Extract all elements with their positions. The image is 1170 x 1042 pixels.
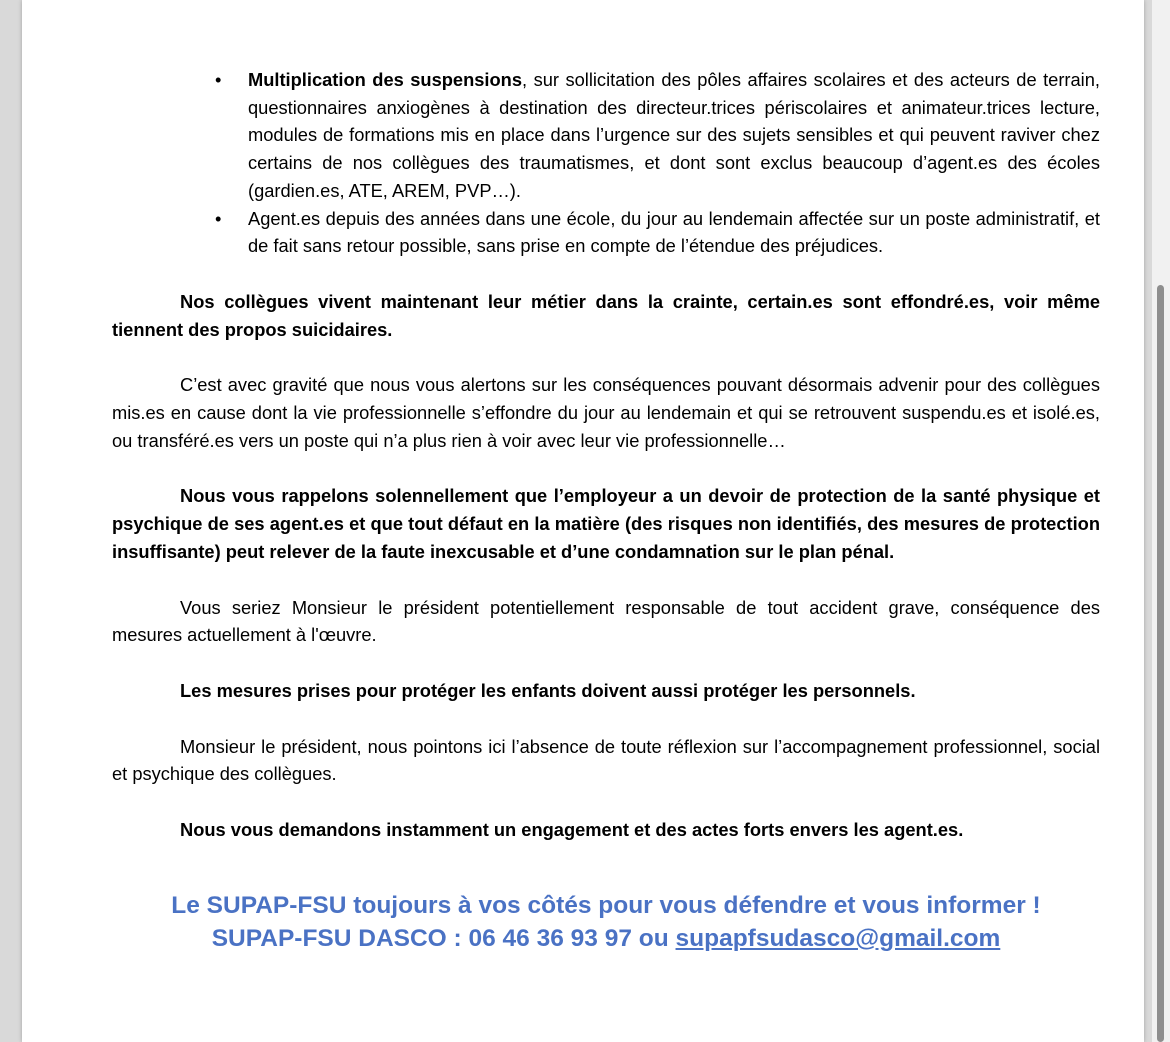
- contact-phone: SUPAP-FSU DASCO : 06 46 36 93 97 ou: [211, 924, 676, 952]
- paragraph-alert: C’est avec gravité que nous vous alertons sur les conséquences pouvant désormais advenir pour des collègues mis.es en cause dont la vie professionnelle s’effondre du jour au lendemain et qui se retrouvent suspendu.es et isolé.es, ou transféré.es vers un poste qui n’a plus rien à voir avec leur vie professionnelle…: [112, 374, 1100, 451]
- bullet-lead: Multiplication des suspensions: [248, 69, 523, 90]
- vertical-scrollbar[interactable]: [1152, 0, 1170, 1042]
- bullet-list: [112, 66, 1100, 260]
- scrollbar-thumb[interactable]: [1157, 285, 1164, 1042]
- paragraph-support: Monsieur le président, nous pointons ici l’absence de toute réflexion sur l’accompagnement professionnel, social et psychique des collègues.: [112, 735, 1100, 785]
- bullet-text: Agent.es depuis des années dans une école, du jour au lendemain affectée sur un poste administratif, et de fait sans retour possible, sans prise en compte de l’étendue des préjudices.: [248, 207, 1100, 257]
- email-link[interactable]: supapfsudasco@gmail.com: [675, 924, 1001, 952]
- paragraph-employer-duty: Nous vous rappelons solennellement que l’employeur a un devoir de protection de la santé physique et psychique de ses agent.es et que tout défaut en la matière (des risques non identifiés, des mesures de protection insuffisante) peut relever de la faute inexcusable et d’une condamnation sur le plan pénal.: [112, 485, 1100, 562]
- paragraph-demand: Nous vous demandons instamment un engagement et des actes forts envers les agent.es.: [180, 819, 964, 841]
- document-body: [112, 66, 1100, 955]
- paragraph-measures: Les mesures prises pour protéger les enfants doivent aussi protéger les personnels.: [180, 679, 916, 701]
- list-item: [112, 66, 1100, 205]
- paragraph-responsibility: Vous seriez Monsieur le président potentiellement responsable de tout accident grave, conséquence des mesures actuellement à l'œuvre.: [112, 596, 1100, 646]
- bullet-text: , sur sollicitation des pôles affaires scolaires et des acteurs de terrain, questionnaires anxiogènes à destination des directeur.trices périscolaires et animateur.trices lecture, modules de formations mis en place dans l’urgence sur des sujets sensibles et qui peuvent raviver chez certains de nos collègues des traumatismes, et dont sont exclus beaucoup d’agent.es des écoles (gardien.es, ATE, AREM, PVP…).: [248, 69, 1100, 201]
- signature-contact: [112, 922, 1100, 955]
- signature-slogan: Le SUPAP-FSU toujours à vos côtés pour vous défendre et vous informer !: [171, 891, 1041, 919]
- paragraph-fear: Nos collègues vivent maintenant leur métier dans la crainte, certain.es sont effondré.es, voir même tiennent des propos suicidaires.: [112, 290, 1100, 340]
- signature-block: [112, 889, 1100, 955]
- bullet-icon: •: [215, 69, 222, 90]
- bullet-icon: •: [215, 207, 222, 229]
- document-page: [22, 0, 1144, 1042]
- list-item: [112, 205, 1100, 260]
